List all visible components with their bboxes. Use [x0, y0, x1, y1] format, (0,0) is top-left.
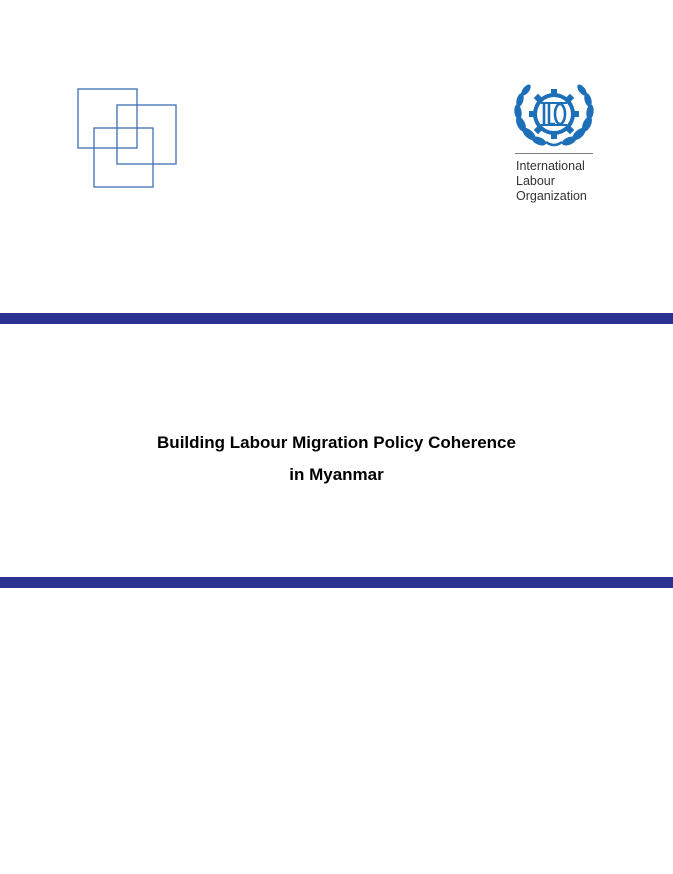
ilo-divider: [515, 153, 593, 154]
top-divider-band: [0, 313, 673, 324]
ilo-logo: [508, 80, 600, 210]
title-line-1: Building Labour Migration Policy Coherence: [157, 433, 516, 452]
ilo-name-line: International: [516, 159, 585, 173]
ilo-name-line: Labour: [516, 174, 555, 188]
ilo-emblem-icon: [512, 80, 596, 150]
title-line-2: in Myanmar: [289, 465, 384, 484]
document-title: [0, 427, 673, 491]
ilo-name-line: Organization: [516, 189, 587, 203]
overlapping-squares-icon: [76, 87, 180, 191]
bottom-divider-band: [0, 577, 673, 588]
ilo-organization-name: [516, 159, 606, 204]
